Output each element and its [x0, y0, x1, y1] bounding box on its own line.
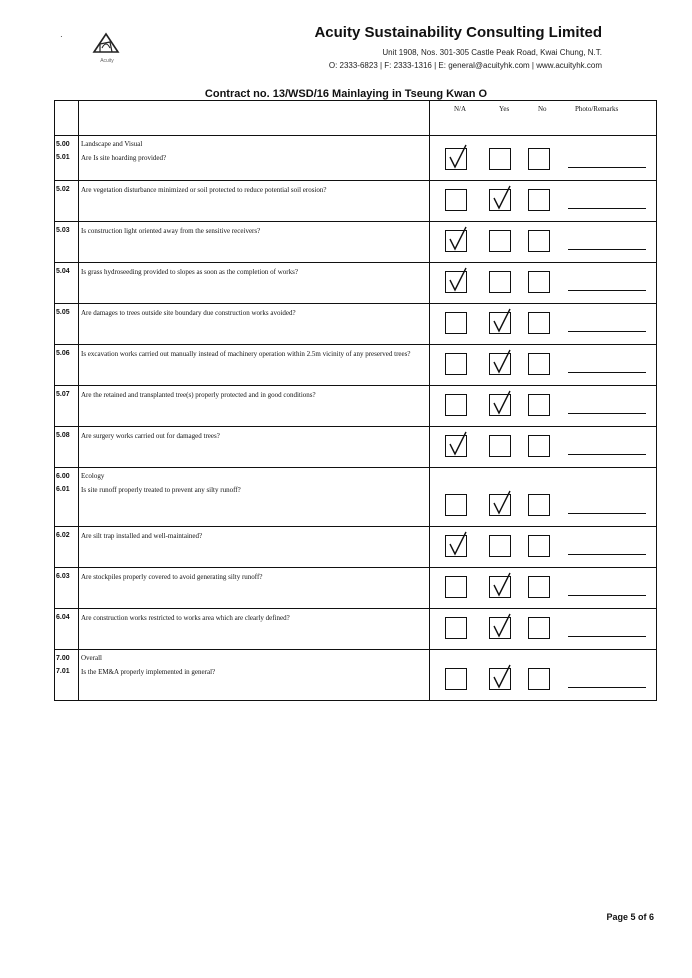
checkmark-icon	[490, 663, 512, 689]
question-text: Is the EM&A properly implemented in general?	[81, 668, 216, 676]
question-text: Are stockpiles properly covered to avoid generating silty runoff?	[81, 573, 263, 581]
checkbox-no[interactable]	[528, 312, 550, 334]
answer-cell	[430, 650, 657, 701]
question-cell	[79, 427, 430, 468]
table-header-row	[55, 101, 657, 136]
remarks-line[interactable]	[568, 372, 646, 373]
item-number-cell	[55, 181, 79, 222]
table-row	[55, 345, 657, 386]
checkmark-icon	[490, 571, 512, 597]
company-logo	[80, 22, 140, 78]
checkbox-no[interactable]	[528, 189, 550, 211]
checkbox-no[interactable]	[528, 394, 550, 416]
table-row	[55, 427, 657, 468]
question-text: Are construction works restricted to works area which are clearly defined?	[81, 614, 290, 622]
question-cell	[79, 527, 430, 568]
checkmark-icon	[490, 389, 512, 415]
answer-cell	[430, 263, 657, 304]
answer-cell	[430, 345, 657, 386]
table-row	[55, 386, 657, 427]
item-number: 5.05	[56, 309, 70, 316]
table-row	[55, 304, 657, 345]
section-title: Ecology	[81, 472, 105, 480]
checkbox-no[interactable]	[528, 435, 550, 457]
item-number-cell	[55, 427, 79, 468]
checkmark-icon	[446, 530, 468, 556]
remarks-line[interactable]	[568, 554, 646, 555]
question-cell	[79, 263, 430, 304]
table-row	[55, 263, 657, 304]
remarks-line[interactable]	[568, 636, 646, 637]
answer-cell	[430, 222, 657, 263]
answer-cell	[430, 609, 657, 650]
question-cell	[79, 468, 430, 527]
question-text: Is construction light oriented away from the sensitive receivers?	[81, 227, 261, 235]
col-no-header: No	[538, 105, 547, 113]
checkbox-na[interactable]	[445, 668, 467, 690]
checkbox-yes[interactable]	[489, 148, 511, 170]
checkbox-na[interactable]	[445, 353, 467, 375]
item-number-cell	[55, 304, 79, 345]
checkbox-na[interactable]	[445, 617, 467, 639]
item-number: 5.04	[56, 268, 70, 275]
item-number-cell	[55, 527, 79, 568]
item-number-cell	[55, 468, 79, 527]
margin-mark: ·	[60, 32, 63, 41]
checkmark-icon	[446, 143, 468, 169]
table-row	[55, 609, 657, 650]
checkmark-icon	[446, 430, 468, 456]
checkbox-yes[interactable]	[489, 230, 511, 252]
page-number: Page 5 of 6	[606, 912, 654, 922]
section-title: Landscape and Visual	[81, 140, 143, 148]
question-text: Are Is site hoarding provided?	[81, 154, 167, 162]
question-cell	[79, 222, 430, 263]
checkmark-icon	[490, 348, 512, 374]
remarks-line[interactable]	[568, 687, 646, 688]
question-cell	[79, 609, 430, 650]
item-number: 7.01	[56, 668, 70, 675]
remarks-line[interactable]	[568, 413, 646, 414]
answer-cell	[430, 181, 657, 222]
item-number-cell	[55, 136, 79, 181]
checkbox-na[interactable]	[445, 394, 467, 416]
col-na-header: N/A	[454, 105, 467, 113]
checkbox-na[interactable]	[445, 576, 467, 598]
table-row	[55, 181, 657, 222]
question-cell	[79, 304, 430, 345]
checkmark-icon	[490, 307, 512, 333]
table-row	[55, 650, 657, 701]
question-cell	[79, 136, 430, 181]
checkbox-no[interactable]	[528, 576, 550, 598]
remarks-line[interactable]	[568, 290, 646, 291]
item-number: 6.02	[56, 532, 70, 539]
section-number: 5.00	[56, 141, 70, 148]
checkbox-no[interactable]	[528, 668, 550, 690]
checkbox-no[interactable]	[528, 353, 550, 375]
table-row	[55, 468, 657, 527]
question-cell	[79, 386, 430, 427]
checkbox-na[interactable]	[445, 189, 467, 211]
item-number-cell	[55, 609, 79, 650]
checkbox-yes[interactable]	[489, 435, 511, 457]
checkbox-no[interactable]	[528, 148, 550, 170]
answer-cell	[430, 304, 657, 345]
checkbox-na[interactable]	[445, 312, 467, 334]
item-number-cell	[55, 263, 79, 304]
question-text: Are the retained and transplanted tree(s) properly protected and in good conditions?	[81, 391, 316, 399]
checkbox-yes[interactable]	[489, 535, 511, 557]
item-number: 5.08	[56, 432, 70, 439]
checkbox-no[interactable]	[528, 271, 550, 293]
item-number-cell	[55, 222, 79, 263]
checkmark-icon	[446, 266, 468, 292]
item-number: 5.02	[56, 186, 70, 193]
answer-cell	[430, 468, 657, 527]
col-remarks-header: Photo/Remarks	[575, 105, 619, 113]
item-number: 5.07	[56, 391, 70, 398]
question-text: Is excavation works carried out manually instead of machinery operation within 2.5m vicinity of any preserved trees?	[81, 350, 411, 358]
checkbox-no[interactable]	[528, 494, 550, 516]
section-number: 6.00	[56, 473, 70, 480]
col-yes-header: Yes	[499, 105, 510, 113]
remarks-line[interactable]	[568, 331, 646, 332]
remarks-line[interactable]	[568, 249, 646, 250]
answer-cell	[430, 568, 657, 609]
company-name: Acuity Sustainability Consulting Limited	[314, 24, 602, 41]
question-cell	[79, 650, 430, 701]
item-number-cell	[55, 568, 79, 609]
item-number: 5.06	[56, 350, 70, 357]
item-number-cell	[55, 650, 79, 701]
checkbox-no[interactable]	[528, 535, 550, 557]
item-number: 5.01	[56, 154, 70, 161]
question-cell	[79, 345, 430, 386]
question-text: Are vegetation disturbance minimized or soil protected to reduce potential soil erosion?	[81, 186, 327, 194]
item-number: 6.04	[56, 614, 70, 621]
question-text: Is grass hydroseeding provided to slopes as soon as the completion of works?	[81, 268, 298, 276]
checkmark-icon	[490, 489, 512, 515]
remarks-line[interactable]	[568, 513, 646, 514]
answer-cell	[430, 527, 657, 568]
remarks-line[interactable]	[568, 167, 646, 168]
answer-cell	[430, 427, 657, 468]
checkmark-icon	[490, 184, 512, 210]
answer-cell	[430, 386, 657, 427]
checkbox-no[interactable]	[528, 617, 550, 639]
item-number: 5.03	[56, 227, 70, 234]
item-number: 6.03	[56, 573, 70, 580]
item-number-cell	[55, 386, 79, 427]
table-row	[55, 136, 657, 181]
item-number-cell	[55, 345, 79, 386]
question-text: Are damages to trees outside site boundary due construction works avoided?	[81, 309, 296, 317]
remarks-line[interactable]	[568, 595, 646, 596]
table-row	[55, 568, 657, 609]
section-title: Overall	[81, 654, 102, 662]
question-text: Is site runoff properly treated to prevent any silty runoff?	[81, 486, 241, 494]
checkbox-no[interactable]	[528, 230, 550, 252]
answer-cell	[430, 136, 657, 181]
remarks-line[interactable]	[568, 208, 646, 209]
checkmark-icon	[490, 612, 512, 638]
checklist-table	[54, 100, 657, 701]
question-cell	[79, 181, 430, 222]
question-text: Are silt trap installed and well-maintained?	[81, 532, 203, 540]
company-address: Unit 1908, Nos. 301-305 Castle Peak Road, Kwai Chung, N.T.	[382, 48, 602, 57]
section-number: 7.00	[56, 655, 70, 662]
company-contact: O: 2333-6823 | F: 2333-1316 | E: general@acuityhk.com | www.acuityhk.com	[328, 61, 602, 70]
question-text: Are surgery works carried out for damaged trees?	[81, 432, 220, 440]
table-row	[55, 527, 657, 568]
remarks-line[interactable]	[568, 454, 646, 455]
item-number: 6.01	[56, 486, 70, 493]
checkmark-icon	[446, 225, 468, 251]
checkbox-yes[interactable]	[489, 271, 511, 293]
question-cell	[79, 568, 430, 609]
table-row	[55, 222, 657, 263]
checkbox-na[interactable]	[445, 494, 467, 516]
logo-caption: Acuity	[100, 58, 114, 64]
contract-title: Contract no. 13/WSD/16 Mainlaying in Tseung Kwan O	[204, 88, 488, 100]
